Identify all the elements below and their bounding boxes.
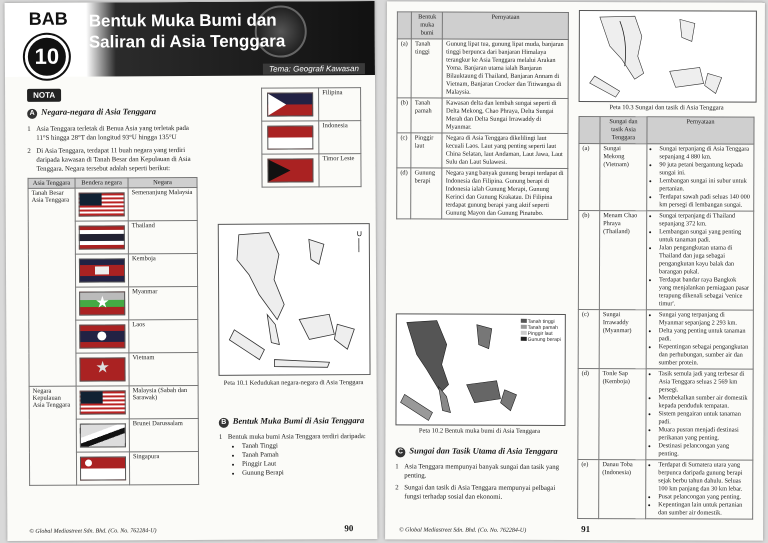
map-southeast-asia-countries (218, 223, 371, 376)
flag-cell (76, 452, 129, 485)
point-2 (27, 146, 197, 174)
point-1-num: 1 (27, 125, 31, 133)
landform-list (233, 441, 369, 478)
country-name: Myanmar (129, 286, 198, 319)
row-id: (c) (578, 310, 599, 369)
section-c-point-2 (395, 483, 567, 502)
flag-table-header-cell: Asia Tenggara (28, 178, 75, 188)
header-cell (579, 117, 600, 144)
flag-cell (76, 419, 129, 452)
table-row (579, 144, 754, 212)
table-row (397, 168, 568, 220)
nota-badge: NOTA (27, 89, 61, 102)
right-footer: © Global Mediastreet Sdn. Bhd. (Co. No. 762284-U) (399, 527, 527, 534)
map3-outline (580, 11, 756, 102)
theme-label: Tema: Geografi Kawasan (263, 63, 365, 75)
country-name: Timor Leste (319, 154, 361, 187)
table-row (397, 98, 568, 134)
row-desc: Gunung lipat tua, gunung lipat muda, banjaran tinggi berpunca dari banjaran Himalaya terangkur ke Asia Tenggara melalui Arakan Yoma. Banjaran utama ialah Banjaran Bilauktaung di Thailand, Banjaran Annam di Vietnam, Banjaran Crocker dan Titiwangsa di Malaysia. (442, 39, 568, 98)
row-points (646, 460, 753, 519)
section-b-point (219, 432, 369, 442)
flag-cell (76, 287, 129, 320)
flag-philippines (267, 92, 313, 116)
row-points (646, 211, 753, 310)
section-b (219, 415, 369, 478)
flag-brunei (80, 423, 126, 447)
table-row (578, 211, 753, 311)
list-item: • Sungai terpanjang di Asia Tenggara sepanjang 4 880 km. (659, 145, 750, 161)
list-item: • Lembangan sungai ini subur untuk pertanian. (659, 177, 750, 193)
section-c-point-text: Sungai dan tasik di Asia Tenggara mempunyai pelbagai fungsi terhadap sosial dan ekonomi. (404, 484, 556, 501)
section-c-point-1 (395, 462, 567, 481)
header-cell: Sungai dan tasik Asia Tenggara (600, 117, 647, 144)
point-1 (27, 124, 197, 143)
list-item: • Sistem pengairan untuk tanaman padi. (658, 410, 749, 426)
left-page (5, 1, 378, 541)
list-item: • Destinasi pelancongan yang penting. (658, 442, 749, 458)
group-label-islands: Negara Kepulauan Asia Tenggara (29, 386, 77, 485)
flag-indonesia (267, 125, 313, 149)
chapter-banner (5, 1, 375, 77)
flag-malaysia (80, 390, 126, 414)
row-desc: Negara di Asia Tenggara dikelilingi laut kecuali Laos. Laut yang penting seperti laut China Selatan, laut Andaman, Laut Jawa, Laut Sulu dan Laut Sulawesi. (442, 133, 568, 168)
flag-malaysia (79, 192, 125, 216)
list-item: • Terdapat di Sumatera utara yang berpunca daripada gunung berapi sejak berbu tahun dahulu. Seluas 100 km panjang dan 30 km lebar. (658, 461, 749, 493)
right-page-number: 91 (581, 524, 591, 535)
flag-table-header-cell: Bendera negara (75, 178, 128, 188)
table-row (397, 39, 568, 99)
list-item: • Jalan pengangkutan utama di Thailand dan juga sebagai pengangkutan kayu balak dan barangan pukal. (659, 244, 750, 276)
chapter-label: BAB (28, 8, 68, 29)
section-c-letter: C (395, 447, 405, 457)
section-b-heading (219, 415, 369, 428)
section-a-letter: A (27, 109, 37, 119)
chapter-title-line1: Bentuk Muka Bumi dan (88, 10, 277, 31)
country-name: Brunei Darussalam (129, 418, 198, 451)
chapter-title-line2: Saliran di Asia Tenggara (88, 31, 286, 52)
row-name: Tanah pamah (411, 98, 442, 133)
section-c-point-num: 2 (395, 484, 399, 492)
river-table-header (579, 117, 754, 145)
row-name: Gunung berapi (411, 168, 442, 219)
header-cell: Bentuk muka bumi (412, 12, 443, 39)
list-item: • Muara pusran menjadi destinasi perikanan yang penting. (658, 426, 749, 442)
row-id: (d) (578, 369, 599, 460)
row-id: (b) (397, 98, 411, 133)
row-id: (e) (578, 460, 599, 519)
section-c-title: Sungai dan Tasik Utama di Asia Tenggara (409, 445, 558, 456)
left-column (27, 106, 199, 486)
landform-table-header (397, 12, 568, 40)
landform-table (396, 11, 569, 220)
row-desc: Negara yang banyak gunung berapi terdapat di Indonesia dan Filipina. Gunung berapi di Indonesia ialah Gunung Merapi, Gunung Kerinci dan Gunung Krakatau. Di Filipina terdapat gunung berapi yang aktif seperti Gunung Mayon dan Gunung Pinatubo. (442, 168, 568, 219)
row-name: Tanah tinggi (411, 39, 442, 98)
right-page (385, 1, 765, 540)
section-c-point-num: 1 (395, 463, 399, 471)
row-points (646, 310, 753, 369)
flag-table-header-cell: Negara (128, 177, 197, 187)
table-row (397, 133, 568, 169)
country-name: Semenanjung Malaysia (128, 187, 197, 220)
table-row (578, 310, 753, 370)
table-row (262, 154, 361, 188)
table-row (262, 88, 361, 122)
map-landforms (395, 313, 565, 426)
list-item: • Tanah Tinggi (242, 441, 369, 451)
list-item: • Kepentingan sebagai pengangkutan dan perhubungan, sumber air dan sumber protein. (659, 343, 750, 367)
river-table (577, 116, 754, 520)
list-item: • Kepentingan lain untuk pertanian dan sumber air domestik. (658, 501, 749, 517)
list-item: • Gunung Berapi (242, 468, 369, 478)
legend-item: Tanah pamah (520, 325, 561, 331)
section-c (395, 445, 567, 502)
table-row (28, 187, 197, 221)
section-b-point-text: Bentuk muka bumi Asia Tenggara terdiri daripada: (227, 433, 366, 441)
section-c-heading (395, 445, 567, 458)
row-id: (a) (579, 144, 600, 211)
row-name: Tonle Sap (Kemboja) (599, 369, 646, 460)
header-cell (397, 12, 411, 39)
flag-vietnam: ★ (79, 357, 125, 381)
map2-legend (520, 319, 561, 343)
left-page-number: 90 (344, 523, 354, 534)
svg-text:U: U (356, 231, 362, 239)
flag-cell (75, 188, 128, 221)
section-b-title: Bentuk Muka Bumi di Asia Tenggara (232, 415, 365, 426)
flag-cambodia (79, 258, 125, 282)
list-item: • Tanah Pamah (242, 450, 369, 460)
table-row (29, 385, 198, 419)
row-points (647, 144, 754, 211)
flag-cell (76, 353, 129, 386)
list-item: • 90 juta petani bergantung kepada sungai ini. (659, 161, 750, 177)
list-item: • Delta yang penting untuk tanaman padi. (659, 327, 750, 343)
extra-flag-table (261, 87, 362, 188)
country-name: Laos (129, 319, 198, 352)
flag-cell (76, 320, 129, 353)
row-points (646, 369, 753, 460)
flag-laos (79, 324, 125, 348)
legend-item: Gunung berapi (520, 337, 561, 343)
legend-item: Pinggir laut (520, 331, 561, 337)
legend-item: Tanah tinggi (520, 319, 561, 325)
row-name: Sungai Mekong (Vietnam) (600, 144, 647, 211)
header-cell: Pernyataan (647, 117, 754, 144)
table-row (262, 121, 361, 155)
flag-table (28, 177, 200, 486)
list-item: • Pinggir Laut (242, 459, 369, 469)
group-label-mainland: Tanah Besar Asia Tenggara (28, 188, 76, 386)
chapter-title (89, 10, 286, 53)
flag-singapore (80, 456, 126, 480)
country-name: Kemboja (128, 253, 197, 286)
map3-caption: Peta 10.3 Sungai dan tasik di Asia Tenggara (609, 104, 724, 112)
map2-caption: Peta 10.2 Bentuk muka bumi di Asia Tenggara (418, 427, 540, 435)
flag-timor-leste (268, 158, 314, 182)
map1-caption: Peta 10.1 Kedudukan negara-negara di Asia Tenggara (223, 379, 364, 387)
row-name: Sungai Irrawaddy (Myanmar) (599, 310, 646, 369)
list-item: • Lembangan sungai yang penting untuk tanaman padi. (659, 228, 750, 244)
country-name: Singapura (129, 451, 198, 484)
country-name: Indonesia (319, 121, 361, 154)
point-1-text: Asia Tenggara terletak di Benua Asia yang terletak pada 11°S hingga 28°T dan longitud 93°U hingga 135°U (36, 125, 189, 142)
flag-cell (75, 254, 128, 287)
country-name: Malaysia (Sabah dan Sarawak) (129, 385, 198, 418)
left-footer: © Global Mediastreet Sdn. Bhd. (Co. No. 762284-U) (29, 528, 157, 535)
table-row (578, 369, 753, 461)
list-item: • Terdapat sawah padi seluas 140 000 km persegi di lembangan sungai. (659, 193, 750, 209)
row-id: (c) (397, 133, 411, 168)
list-item: • Sungai yang terpanjang di Myanmar sepanjang 2 293 km. (659, 311, 750, 327)
table-row (578, 460, 753, 520)
row-name: Pinggir laut (411, 133, 442, 168)
section-a-heading (27, 106, 197, 119)
map-rivers (579, 10, 757, 103)
section-b-letter: B (219, 418, 229, 428)
flag-cell (262, 121, 319, 154)
row-id: (b) (578, 211, 599, 310)
list-item: • Membekalkan sumber air domestik kepada penduduk tempatan. (659, 394, 750, 410)
country-name: Filipina (319, 88, 361, 121)
section-a-title: Negara-negara di Asia Tenggara (41, 106, 157, 117)
header-cell: Pernyataan (443, 12, 569, 39)
section-c-point-text: Asia Tenggara mempunyai banyak sungai dan tasik yang penting. (404, 463, 560, 480)
chapter-number: 10 (25, 35, 69, 79)
list-item: • Sungai terpanjang di Thailand sepanjang 372 km. (659, 212, 750, 228)
list-item: • Tasik semula jadi yang terbesar di Asia Tenggara seluas 2 569 km persegi. (659, 370, 750, 394)
point-2-num: 2 (27, 147, 31, 155)
list-item: • Pusat pelancongan yang penting. (658, 493, 749, 501)
row-name: Menam Chao Phraya (Thailand) (599, 211, 646, 310)
country-name: Vietnam (129, 352, 198, 385)
flag-cell (262, 88, 319, 121)
country-name: Thailand (128, 220, 197, 253)
row-name: Danau Toba (Indonesia) (599, 460, 646, 519)
flag-cell (262, 154, 319, 187)
flag-myanmar: ★ (79, 291, 125, 315)
point-2-text: Di Asia Tenggara, terdapat 11 buah negara yang terdiri daripada kawasan di Tanah Besar dan Kepulauan di Asia Tenggara. Negara tersebut adalah seperti berikut: (36, 147, 191, 173)
list-item: • Terdapat bandar raya Bangkok yang menjalankan perniagaan pasar terapung dikenali sebagai 'venice timur'. (659, 276, 750, 308)
flag-cell (75, 221, 128, 254)
row-id: (a) (397, 39, 412, 98)
row-id: (d) (397, 168, 412, 219)
flag-thailand (79, 225, 125, 249)
section-b-point-num: 1 (218, 433, 223, 441)
row-desc: Kawasan delta dan lembah sungai seperti di Delta Mekong, Chao Phraya, Delta Sungai Merah dan Delta Sungai Irrawaddy di Myanmar. (442, 98, 568, 133)
map-outline (219, 224, 370, 375)
flag-cell (76, 386, 129, 419)
